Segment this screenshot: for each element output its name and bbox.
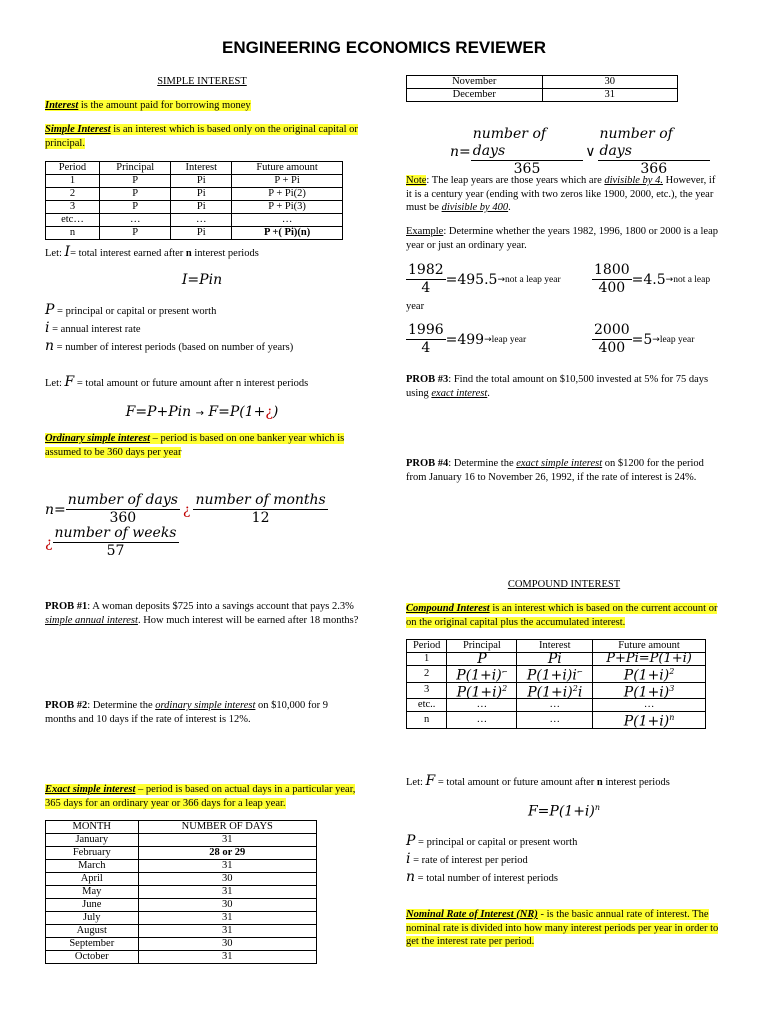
month-cell: January [46,834,139,847]
month-cell: July [46,912,139,925]
table-cell: 3 [46,201,100,214]
table-cell: P [99,227,170,240]
ordinary-interest-definition: Ordinary simple interest – period is based on one banker year which is assumed to be 360 days per year [45,433,345,458]
table-row [46,834,317,847]
table-row [46,925,317,938]
days-cell: 28 or 29 [138,847,316,860]
nominal-rate-definition: Nominal Rate of Interest (NR) - is the basic annual rate of interest. The nominal rate is divided into how many interest periods per year in order to get the interest rate per period. [406,909,719,947]
months-table-continued [406,75,678,102]
days-cell: 30 [542,76,678,89]
simple-interest-table-wrap [45,161,359,240]
table-row [407,666,706,683]
formula-future-amount: F=P+Pin → F=P(1+¿) [125,404,279,420]
formula-ordinary-n: n= $\frac{\text{number of days}}{360}$ ¿ $\frac{\text{number of months}}{12}$ ¿ $\frac{\text{number of weeks}}{57}$ [45,492,326,559]
example-text: Example: Determine whether the years 1982, 1996, 1800 or 2000 is a leap year or just an ordinary year. [406,226,719,251]
example-1996: $\frac{1996}{4}$ =499 → leap year [408,322,527,356]
table-row [46,912,317,925]
let-f-line: Let: F = total amount or future amount after n interest periods [45,374,309,390]
let-i-line: Let: I= total interest earned after n interest periods [45,244,259,260]
exact-interest-definition: Exact simple interest – period is based on actual days in a particular year, 365 days for an ordinary year or 366 days for a leap year. [45,784,356,809]
table-cell: Pi [171,201,232,214]
leap-year-note: Note: The leap years are those years which are divisible by 4. However, if it is a century year (ending with two zeros like 1900, 2000, etc.), the year must be divisible by 400. [406,175,716,213]
cell-interest: … [517,712,593,729]
cell-principal: $P(1+i)^2$ [447,682,517,699]
table-cell: P + Pi(3) [232,201,343,214]
cell-period: 1 [407,653,447,666]
month-cell: September [46,938,139,951]
column-header: Period [46,162,100,175]
table-cell: Pi [171,175,232,188]
table-cell: … [232,214,343,227]
table-cell: 2 [46,188,100,201]
compound-interest-table [406,639,706,729]
table-header-row [46,162,343,175]
month-cell: May [46,886,139,899]
table-row [407,76,678,89]
cell-principal: P [447,653,517,666]
column-header: Interest [171,162,232,175]
months-table-continued-wrap [406,75,722,102]
table-row [46,175,343,188]
table-cell: P + Pi(2) [232,188,343,201]
table-row [46,886,317,899]
formula-simple-interest: I=Pin [181,272,223,288]
days-cell: 31 [138,912,316,925]
table-row [46,938,317,951]
example-2000: $\frac{2000}{400}$ =5 → leap year [594,322,695,356]
cell-future-amount: $P(1+i)^3$ [593,682,706,699]
compound-table-wrap [406,639,722,729]
interest-definition: Interest is the amount paid for borrowing money [45,100,251,111]
cell-principal: … [447,712,517,729]
table-row [407,653,706,666]
table-cell: Pi [171,227,232,240]
compound-variables-list: P = principal or capital or present worth i = rate of interest per period n = total number of interest periods [406,833,578,885]
table-row [407,699,706,712]
table-row [46,951,317,964]
days-cell: 31 [138,951,316,964]
cell-future-amount: $P(1+i)^n$ [593,712,706,729]
month-cell: August [46,925,139,938]
table-cell: … [99,214,170,227]
column-header: Interest [517,640,593,653]
month-cell: June [46,899,139,912]
formula-compound: $F=P(1+i)^n$ [527,803,601,820]
page-title: ENGINEERING ECONOMICS REVIEWER [222,38,546,57]
table-row [46,860,317,873]
table-cell: P +( Pi)(n) [232,227,343,240]
month-cell: March [46,860,139,873]
compound-interest-definition: Compound Interest is an interest which is based on the current account or on the original capital plus the accumulated interest. [406,603,718,628]
table-row [407,89,678,102]
column-header: NUMBER OF DAYS [138,821,316,834]
simple-interest-heading: SIMPLE INTEREST [157,76,247,87]
days-cell: 30 [138,899,316,912]
column-header: Principal [99,162,170,175]
example-1982: $\frac{1982}{4}$ =495.5 → not a leap year [408,262,561,296]
compound-interest-heading: COMPOUND INTEREST [507,579,621,590]
prob-1: PROB #1: A woman deposits $725 into a savings account that pays 2.3% simple annual interest. How much interest will be earned after 18 months? [45,601,359,626]
cell-future-amount: $P(1+i)^2$ [593,666,706,683]
table-row [46,201,343,214]
column-header: Future amount [593,640,706,653]
table-row [407,712,706,729]
cell-period: etc.. [407,699,447,712]
table-header-row [46,821,317,834]
column-header: Period [407,640,447,653]
table-row [46,188,343,201]
formula-exact-n: n= $\frac{\text{number of days}}{365}$ ∨ $\frac{\text{number of days}}{366}$ [450,126,710,178]
table-cell: P + Pi [232,175,343,188]
compound-let-f-line: Let: F = total amount or future amount after n interest periods [406,773,670,789]
prob-4: PROB #4: Determine the exact simple interest on $1200 for the period from January 16 to November 26, 1992, if the rate of interest is 24%. [406,458,704,483]
months-table [45,820,317,964]
table-cell: … [171,214,232,227]
cell-interest: … [517,699,593,712]
cell-interest: P(1+i)i⌐ [517,666,593,683]
prob-2: PROB #2: Determine the ordinary simple interest on $10,000 for 9 months and 10 days if the rate of interest is 12%. [45,700,328,725]
wrapped-year-text: year [406,301,425,312]
month-cell: February [46,847,139,860]
variables-list: P = principal or capital or present worth i = annual interest rate n = number of interest periods (based on number of years) [45,302,294,354]
days-cell: 31 [138,860,316,873]
cell-interest: Pi [517,653,593,666]
table-row [46,227,343,240]
cell-period: 2 [407,666,447,683]
table-cell: n [46,227,100,240]
prob-3: PROB #3: Find the total amount on $10,500 invested at 5% for 75 days using exact interest. [406,374,709,399]
simple-interest-table [45,161,343,240]
cell-future-amount: … [593,699,706,712]
simple-interest-definition: Simple Interest is an interest which is based only on the original capital or principal. [45,124,358,149]
column-header: MONTH [46,821,139,834]
month-cell: November [407,76,543,89]
cell-interest: $P(1+i)^2i$ [517,682,593,699]
table-cell: P [99,188,170,201]
table-cell: P [99,201,170,214]
days-cell: 31 [542,89,678,102]
table-row [407,682,706,699]
cell-future-amount: P+Pi=P(1+i) [593,653,706,666]
days-cell: 30 [138,873,316,886]
cell-principal: P(1+i)⌐ [447,666,517,683]
table-row [46,214,343,227]
cell-principal: … [447,699,517,712]
days-cell: 31 [138,886,316,899]
month-cell: December [407,89,543,102]
days-cell: 31 [138,834,316,847]
table-cell: 1 [46,175,100,188]
days-cell: 30 [138,938,316,951]
table-row [46,873,317,886]
month-cell: October [46,951,139,964]
cell-period: n [407,712,447,729]
table-cell: Pi [171,188,232,201]
month-cell: April [46,873,139,886]
cell-period: 3 [407,682,447,699]
table-row [46,847,317,860]
column-header: Principal [447,640,517,653]
column-header: Future amount [232,162,343,175]
table-cell: etc… [46,214,100,227]
months-table-wrap [45,820,359,964]
table-row [46,899,317,912]
table-cell: P [99,175,170,188]
days-cell: 31 [138,925,316,938]
example-1800: $\frac{1800}{400}$ =4.5 → not a leap [594,262,711,296]
